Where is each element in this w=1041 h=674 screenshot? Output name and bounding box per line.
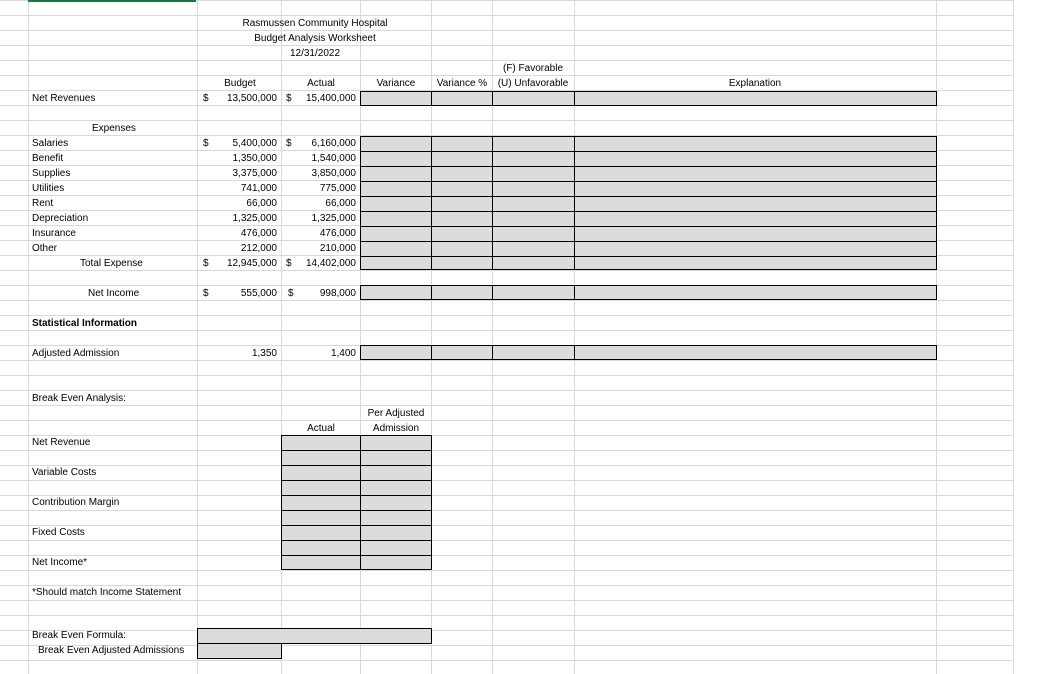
currency-symbol: $ xyxy=(286,93,292,104)
break-even-row-label: Fixed Costs xyxy=(32,527,85,538)
box-row-divider xyxy=(360,196,937,197)
adjusted-admission-actual[interactable]: 1,400 xyxy=(330,348,356,359)
expense-actual[interactable]: 1,540,000 xyxy=(311,153,356,164)
box-col-divider xyxy=(492,285,493,300)
box-row-divider xyxy=(281,465,432,466)
expense-actual[interactable]: 476,000 xyxy=(319,228,356,239)
expense-label: Other xyxy=(32,243,58,254)
per-adjusted-header-2: Admission xyxy=(372,423,420,434)
net-revenues-actual[interactable]: 15,400,000 xyxy=(305,93,356,104)
per-adjusted-header-1: Per Adjusted xyxy=(367,408,425,419)
currency-symbol: $ xyxy=(286,138,292,149)
net-revenues-label: Net Revenues xyxy=(32,93,96,104)
box-row-divider xyxy=(360,256,937,257)
expense-label: Utilities xyxy=(32,183,65,194)
box-row-divider xyxy=(360,181,937,182)
gridline-row xyxy=(0,570,1013,571)
break-even-actual-header: Actual xyxy=(307,423,335,434)
gridline-row xyxy=(0,45,1013,46)
gridline-row xyxy=(0,435,1013,436)
box-col-divider xyxy=(492,136,493,270)
gridline-row xyxy=(0,60,1013,61)
break-even-formula-input[interactable] xyxy=(197,628,432,644)
gridline-row xyxy=(0,390,1013,391)
box-col-divider xyxy=(492,345,493,360)
break-even-row-label: Net Revenue xyxy=(32,437,91,448)
expense-label: Benefit xyxy=(32,153,64,164)
gridline-row xyxy=(0,585,1013,586)
variance-input-row[interactable] xyxy=(360,285,937,300)
expense-label: Rent xyxy=(32,198,54,209)
box-col-divider xyxy=(360,435,361,570)
box-col-divider xyxy=(574,345,575,360)
gridline-row xyxy=(0,465,1013,466)
favorable-header: (F) Favorable xyxy=(502,63,563,74)
expense-actual[interactable]: 3,850,000 xyxy=(311,168,356,179)
gridline-row xyxy=(0,525,1013,526)
worksheet-subtitle: Budget Analysis Worksheet xyxy=(254,33,376,44)
currency-symbol: $ xyxy=(203,138,209,149)
gridline-row xyxy=(0,450,1013,451)
gridline-row xyxy=(0,375,1013,376)
currency-symbol: $ xyxy=(203,93,209,104)
expense-actual[interactable]: 6,160,000 xyxy=(311,138,356,149)
expense-label: Supplies xyxy=(32,168,71,179)
gridline-row xyxy=(0,30,1013,31)
hospital-title: Rasmussen Community Hospital xyxy=(242,18,388,29)
box-col-divider xyxy=(431,91,432,106)
gridline-row xyxy=(0,630,1013,631)
variance-input-row[interactable] xyxy=(360,91,937,106)
box-row-divider xyxy=(360,211,937,212)
expense-actual[interactable]: 1,325,000 xyxy=(311,213,356,224)
currency-symbol: $ xyxy=(286,258,292,269)
box-row-divider xyxy=(360,241,937,242)
net-income-budget[interactable]: 555,000 xyxy=(240,288,277,299)
expense-actual[interactable]: 775,000 xyxy=(319,183,356,194)
box-row-divider xyxy=(281,495,432,496)
break-even-row-label: Net Income* xyxy=(32,557,88,568)
expense-label: Insurance xyxy=(32,228,76,239)
variance-input-row[interactable] xyxy=(360,345,937,360)
gridline-row xyxy=(0,330,1013,331)
currency-symbol: $ xyxy=(288,288,294,299)
box-col-divider xyxy=(431,136,432,270)
currency-symbol: $ xyxy=(203,258,209,269)
box-col-divider xyxy=(574,91,575,106)
box-row-divider xyxy=(360,151,937,152)
unfavorable-header: (U) Unfavorable xyxy=(497,78,569,89)
expenses-heading: Expenses xyxy=(92,123,136,134)
gridline-row xyxy=(0,300,1013,301)
gridline-row xyxy=(0,510,1013,511)
gridline-row xyxy=(0,15,1013,16)
break-even-input-block[interactable] xyxy=(281,435,432,570)
expense-budget[interactable]: 741,000 xyxy=(240,183,277,194)
box-row-divider xyxy=(281,540,432,541)
budget-header: Budget xyxy=(224,78,256,89)
gridline-col xyxy=(197,0,198,674)
box-row-divider xyxy=(281,480,432,481)
box-row-divider xyxy=(281,525,432,526)
gridline-row xyxy=(0,495,1013,496)
expense-label: Depreciation xyxy=(32,213,89,224)
active-cell-indicator xyxy=(28,0,196,2)
gridline-col xyxy=(28,0,29,674)
expense-budget[interactable]: 3,375,000 xyxy=(232,168,277,179)
total-expense-budget[interactable]: 12,945,000 xyxy=(226,258,277,269)
break-even-heading: Break Even Analysis: xyxy=(32,393,126,404)
explanation-header: Explanation xyxy=(728,78,782,89)
gridline-row xyxy=(0,360,1013,361)
box-row-divider xyxy=(360,226,937,227)
variance-header: Variance xyxy=(376,78,416,89)
adjusted-admission-label: Adjusted Admission xyxy=(32,348,120,359)
statistical-heading: Statistical Information xyxy=(32,318,138,329)
box-row-divider xyxy=(281,510,432,511)
net-income-actual[interactable]: 998,000 xyxy=(319,288,356,299)
expense-budget[interactable]: 1,325,000 xyxy=(232,213,277,224)
box-col-divider xyxy=(574,136,575,270)
expense-budget[interactable]: 1,350,000 xyxy=(232,153,277,164)
gridline-row xyxy=(0,660,1013,661)
variance-input-block[interactable] xyxy=(360,136,937,270)
currency-symbol: $ xyxy=(203,288,209,299)
break-even-row-label: Contribution Margin xyxy=(32,497,120,508)
gridline-row xyxy=(0,405,1013,406)
expense-budget[interactable]: 212,000 xyxy=(240,243,277,254)
net-income-label: Net Income xyxy=(88,288,140,299)
break-even-admissions-label: Break Even Adjusted Admissions xyxy=(38,645,185,656)
box-col-divider xyxy=(431,345,432,360)
break-even-formula-label: Break Even Formula: xyxy=(32,630,126,641)
net-revenues-budget[interactable]: 13,500,000 xyxy=(226,93,277,104)
gridline-row xyxy=(0,315,1013,316)
adjusted-admission-budget[interactable]: 1,350 xyxy=(251,348,277,359)
break-even-row-label: Variable Costs xyxy=(32,467,97,478)
gridline-row xyxy=(0,120,1013,121)
gridline-row xyxy=(0,555,1013,556)
gridline-row xyxy=(0,420,1013,421)
gridline-col xyxy=(1013,0,1014,674)
actual-header: Actual xyxy=(307,78,335,89)
worksheet-date: 12/31/2022 xyxy=(289,48,341,59)
gridline-row xyxy=(0,615,1013,616)
expense-budget[interactable]: 5,400,000 xyxy=(232,138,277,149)
box-col-divider xyxy=(492,91,493,106)
total-expense-actual[interactable]: 14,402,000 xyxy=(305,258,356,269)
expense-actual[interactable]: 210,000 xyxy=(319,243,356,254)
gridline-col xyxy=(281,0,282,674)
gridline-row xyxy=(0,270,1013,271)
break-even-note: *Should match Income Statement xyxy=(32,587,181,598)
box-col-divider xyxy=(574,285,575,300)
gridline-row xyxy=(0,600,1013,601)
expense-budget[interactable]: 66,000 xyxy=(246,198,277,209)
box-row-divider xyxy=(360,166,937,167)
gridline-row xyxy=(0,75,1013,76)
total-expense-label: Total Expense xyxy=(80,258,143,269)
box-row-divider xyxy=(281,450,432,451)
expense-actual[interactable]: 66,000 xyxy=(325,198,356,209)
gridline-row xyxy=(0,480,1013,481)
expense-budget[interactable]: 476,000 xyxy=(240,228,277,239)
variance-pct-header: Variance % xyxy=(436,78,488,89)
expense-label: Salaries xyxy=(32,138,69,149)
gridline-row xyxy=(0,540,1013,541)
break-even-admissions-input[interactable] xyxy=(197,643,282,659)
box-row-divider xyxy=(281,555,432,556)
box-col-divider xyxy=(431,285,432,300)
